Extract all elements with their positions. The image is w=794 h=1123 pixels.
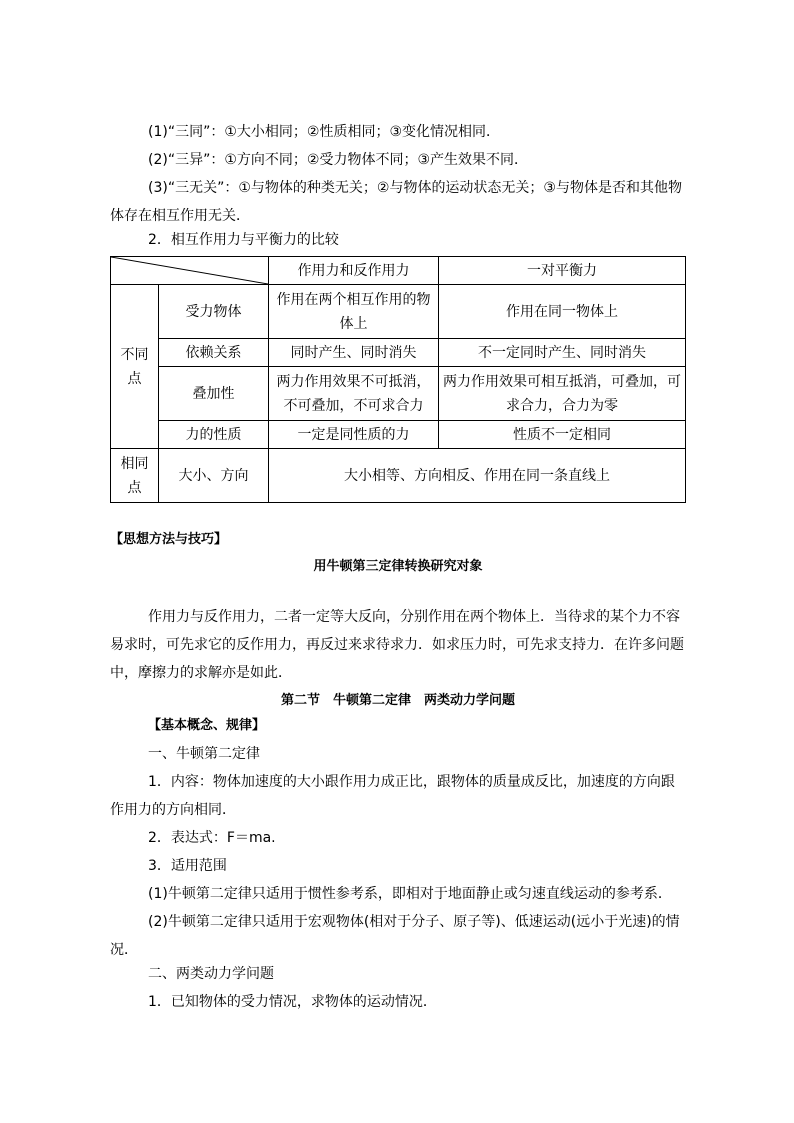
table-cell: 一定是同性质的力 xyxy=(269,421,439,449)
table-cell: 同时产生、同时消失 xyxy=(269,339,439,367)
section2-title: 第二节 牛顿第二定律 两类动力学问题 xyxy=(280,693,515,708)
heading-newton-second-law: 一、牛顿第二定律 xyxy=(148,746,260,762)
basic-concepts-heading: 【基本概念、规律】 xyxy=(148,718,266,733)
content-definition: 1．内容：物体加速度的大小跟作用力成正比，跟物体的质量成反比，加速度的方向跟作用力的方向相同． xyxy=(110,774,675,818)
table-header-balanced: 一对平衡力 xyxy=(439,257,686,285)
table-cell: 作用在同一物体上 xyxy=(439,285,686,339)
comparison-table xyxy=(110,256,686,503)
heading-two-dynamics-problems: 二、两类动力学问题 xyxy=(148,966,274,982)
table-row-label: 受力物体 xyxy=(159,285,269,339)
table-cell: 作用在两个相互作用的物体上 xyxy=(269,285,439,339)
method-body: 作用力与反作用力，二者一定等大反向，分别作用在两个物体上．当待求的某个力不容易求时，可先求它的反作用力，再反过来求待求力．如求压力时，可先求支持力．在许多问题中，摩擦力的求解亦是如此． xyxy=(110,609,684,681)
table-group-same: 相同点 xyxy=(111,449,159,503)
table-header-action-reaction: 作用力和反作用力 xyxy=(269,257,439,285)
table-row-label: 叠加性 xyxy=(159,367,269,421)
content-formula: 2．表达式：F＝ma. xyxy=(148,830,276,846)
content-scope-1: (1)牛顿第二定律只适用于惯性参考系，即相对于地面静止或匀速直线运动的参考系． xyxy=(148,886,672,902)
content-scope-2: (2)牛顿第二定律只适用于宏观物体(相对于分子、原子等)、低速运动(远小于光速)的情况． xyxy=(110,914,680,958)
method-title: 用牛顿第三定律转换研究对象 xyxy=(313,559,483,574)
diagonal-line-icon xyxy=(111,257,268,284)
table-cell: 不一定同时产生、同时消失 xyxy=(439,339,686,367)
paragraph-comparison-heading: 2．相互作用力与平衡力的比较 xyxy=(148,232,339,248)
table-row-label: 力的性质 xyxy=(159,421,269,449)
section-method-heading: 【思想方法与技巧】 xyxy=(110,532,228,547)
table-row-label: 大小、方向 xyxy=(159,449,269,503)
table-cell: 两力作用效果可相互抵消，可叠加，可求合力，合力为零 xyxy=(439,367,686,421)
content-scope-heading: 3．适用范围 xyxy=(148,858,227,874)
paragraph-three-same: (1)“三同”：①大小相同；②性质相同；③变化情况相同． xyxy=(148,124,500,140)
paragraph-three-different: (2)“三异”：①方向不同；②受力物体不同；③产生效果不同． xyxy=(148,152,528,168)
paragraph-three-unrelated: (3)“三无关”：①与物体的种类无关；②与物体的运动状态无关；③与物体是否和其他物体存在相互作用无关． xyxy=(110,180,682,224)
table-corner-cell xyxy=(111,257,269,285)
table-cell: 两力作用效果不可抵消，不可叠加，不可求合力 xyxy=(269,367,439,421)
table-group-different: 不同点 xyxy=(111,285,159,449)
table-cell-merged: 大小相等、方向相反、作用在同一条直线上 xyxy=(269,449,686,503)
table-row-label: 依赖关系 xyxy=(159,339,269,367)
table-cell: 性质不一定相同 xyxy=(439,421,686,449)
content-problem-1: 1．已知物体的受力情况，求物体的运动情况． xyxy=(148,994,437,1010)
